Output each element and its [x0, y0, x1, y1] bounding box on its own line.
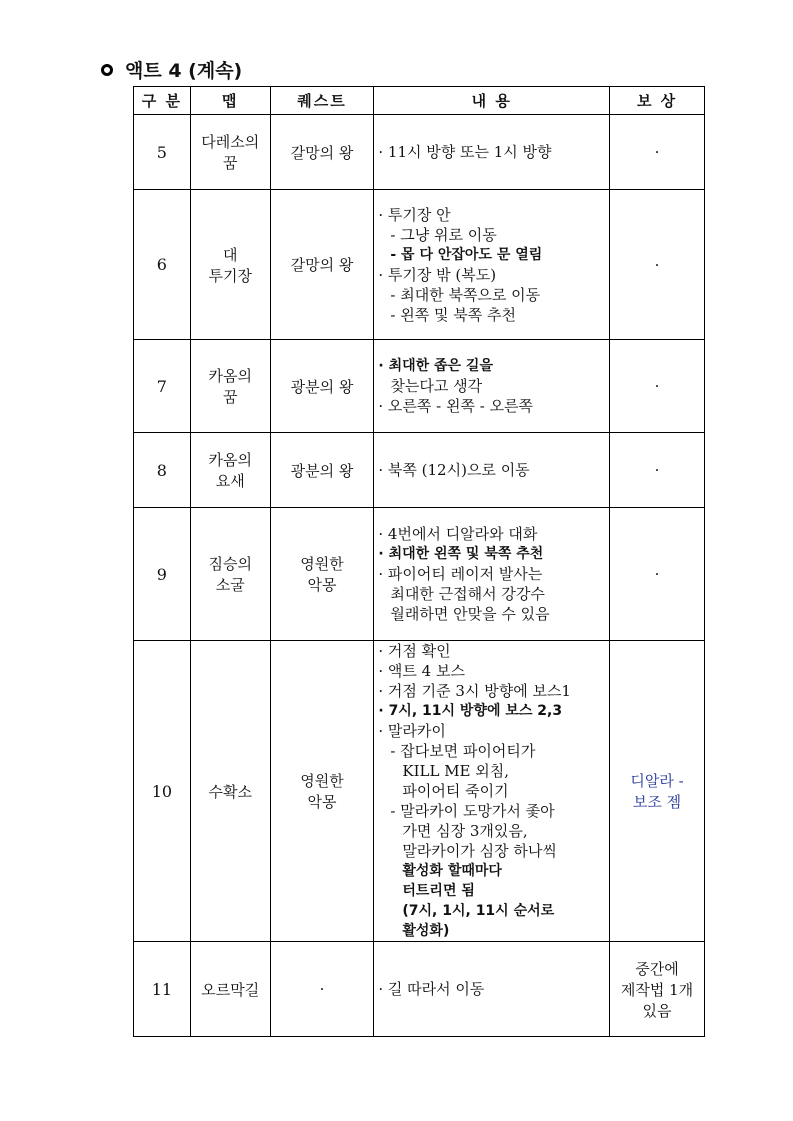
content-cell	[374, 942, 610, 1037]
quest-cell-line: 악몽	[307, 576, 337, 594]
map-cell-line: 수확소	[208, 782, 252, 801]
content-line: · 거점 확인	[378, 642, 451, 660]
content-line: · 최대한 좁은 길을	[378, 358, 493, 374]
quest-cell	[270, 433, 374, 508]
map-cell-line: 소굴	[215, 576, 245, 594]
row-number	[134, 115, 191, 190]
map-cell	[190, 340, 270, 433]
quest-cell-line: 광분의 왕	[290, 377, 354, 396]
row-number	[134, 641, 191, 942]
row-number-text: 11	[151, 979, 173, 999]
content-cell	[374, 190, 610, 340]
map-cell-line: 오르막길	[201, 980, 260, 999]
content-line: · 액트 4 보스	[378, 662, 465, 680]
row-number	[134, 508, 191, 641]
content-line: KILL ME 외침,	[402, 762, 510, 780]
reward-line: ·	[654, 143, 660, 161]
header-reward: 보 상	[610, 87, 705, 115]
content-line: - 최대한 북쪽으로 이동	[390, 285, 541, 304]
content-line: · 북쪽 (12시)으로 이동	[378, 461, 530, 479]
content-cell	[374, 641, 610, 942]
quest-cell-line: 갈망의 왕	[290, 143, 354, 162]
table-row	[134, 340, 705, 433]
quest-cell	[270, 115, 374, 190]
content-line: 말라카이가 심장 하나씩	[402, 842, 557, 860]
content-line: - 왼쪽 및 북쪽 추천	[390, 305, 516, 324]
map-cell	[190, 190, 270, 340]
content-line: 파이어티 죽이기	[402, 782, 509, 800]
table-row	[134, 190, 705, 340]
content-line: · 최대한 왼쪽 및 북쪽 추천	[378, 546, 544, 562]
reward-cell	[610, 115, 705, 190]
quest-cell-line: 영원한	[300, 555, 344, 573]
map-cell-line: 꿈	[222, 154, 238, 172]
map-cell	[190, 508, 270, 641]
content-line: · 투기장 안	[378, 205, 451, 224]
row-number	[134, 340, 191, 433]
table-header-row	[134, 87, 705, 115]
content-cell	[374, 508, 610, 641]
reward-cell	[610, 340, 705, 433]
map-cell-line: 짐승의	[208, 555, 252, 573]
content-line: - 잡다보면 파이어티가	[390, 742, 536, 760]
row-number-text: 8	[156, 460, 167, 480]
content-line: · 11시 방향 또는 1시 방향	[378, 143, 552, 161]
quest-cell	[270, 508, 374, 641]
map-cell	[190, 115, 270, 190]
content-line: 월래하면 안맞을 수 있음	[390, 605, 550, 623]
header-number: 구 분	[134, 87, 191, 115]
content-line: · 오른쪽 - 왼쪽 - 오른쪽	[378, 397, 534, 415]
map-cell	[190, 942, 270, 1037]
map-cell-line: 요새	[215, 472, 245, 490]
content-line: · 거점 기준 3시 방향에 보스1	[378, 682, 571, 700]
header-content: 내 용	[374, 87, 610, 115]
content-cell	[374, 433, 610, 508]
reward-line: ·	[654, 255, 660, 274]
table-row	[134, 115, 705, 190]
content-line: - 말라카이 도망가서 좇아	[390, 802, 555, 820]
reward-line: 중간에	[635, 959, 679, 978]
content-line: 찾는다고 생각	[390, 377, 483, 395]
reward-cell	[610, 433, 705, 508]
content-line: · 투기장 밖 (복도)	[378, 265, 497, 284]
content-line: 가면 심장 3개있음,	[402, 822, 528, 840]
row-number	[134, 433, 191, 508]
header-quest: 퀘스트	[270, 87, 374, 115]
map-cell-line: 다레소의	[201, 133, 260, 151]
content-line: 터트리면 됨	[402, 883, 475, 899]
map-cell-line: 꿈	[222, 388, 238, 406]
table-row	[134, 508, 705, 641]
quest-cell-line: 갈망의 왕	[290, 256, 354, 274]
section-title: 액트 4 (계속)	[125, 60, 243, 82]
content-line: - 그냥 위로 이동	[390, 225, 497, 244]
content-line: 활성화 할때마다	[402, 863, 502, 879]
map-cell-line: 카옴의	[208, 451, 252, 469]
content-cell	[374, 115, 610, 190]
row-number-text: 9	[156, 564, 167, 584]
content-line: · 말라카이	[378, 722, 446, 740]
quest-cell-line: 악몽	[307, 793, 337, 811]
reward-line: ·	[654, 377, 660, 395]
row-number-text: 10	[151, 781, 173, 801]
reward-cell	[610, 508, 705, 641]
quest-cell	[270, 190, 374, 340]
content-line: - 몹 다 안잡아도 문 열림	[390, 246, 543, 263]
content-line: (7시, 1시, 11시 순서로	[402, 903, 555, 919]
quest-table	[133, 86, 705, 1037]
map-cell	[190, 641, 270, 942]
row-number-text: 5	[156, 142, 167, 162]
reward-line: 있음	[642, 1001, 672, 1020]
header-map: 맵	[190, 87, 270, 115]
quest-cell-line: 광분의 왕	[290, 461, 354, 480]
reward-line: ·	[654, 565, 660, 583]
content-line: · 7시, 11시 방향에 보스 2,3	[378, 703, 563, 719]
table-row	[134, 942, 705, 1037]
content-cell	[374, 340, 610, 433]
reward-line: ·	[654, 461, 660, 479]
map-cell-line: 투기장	[208, 266, 252, 285]
table-row	[134, 433, 705, 508]
content-line: 최대한 근접해서 강강수	[390, 585, 545, 603]
quest-cell-line: ·	[319, 980, 325, 998]
reward-line: 제작법 1개	[620, 980, 694, 999]
circle-bullet-icon	[101, 64, 113, 76]
row-number-text: 6	[156, 255, 167, 274]
reward-cell	[610, 942, 705, 1037]
content-line: · 4번에서 디알라와 대화	[378, 525, 538, 543]
content-line: 활성화)	[402, 923, 450, 939]
reward-cell	[610, 190, 705, 340]
row-number	[134, 190, 191, 340]
content-line: · 길 따라서 이동	[378, 980, 485, 998]
map-cell-line: 카옴의	[208, 367, 252, 385]
map-cell	[190, 433, 270, 508]
reward-cell	[610, 641, 705, 942]
quest-cell	[270, 641, 374, 942]
quest-cell	[270, 942, 374, 1037]
quest-cell-line: 영원한	[300, 772, 344, 790]
row-number-text: 7	[156, 376, 167, 396]
content-line: · 파이어티 레이저 발사는	[378, 565, 543, 583]
table-row	[134, 641, 705, 942]
quest-cell	[270, 340, 374, 433]
reward-line: 보조 젬	[632, 793, 682, 811]
map-cell-line: 대	[222, 245, 238, 264]
reward-line: 디알라 -	[630, 772, 684, 790]
section-heading	[101, 56, 242, 83]
row-number	[134, 942, 191, 1037]
